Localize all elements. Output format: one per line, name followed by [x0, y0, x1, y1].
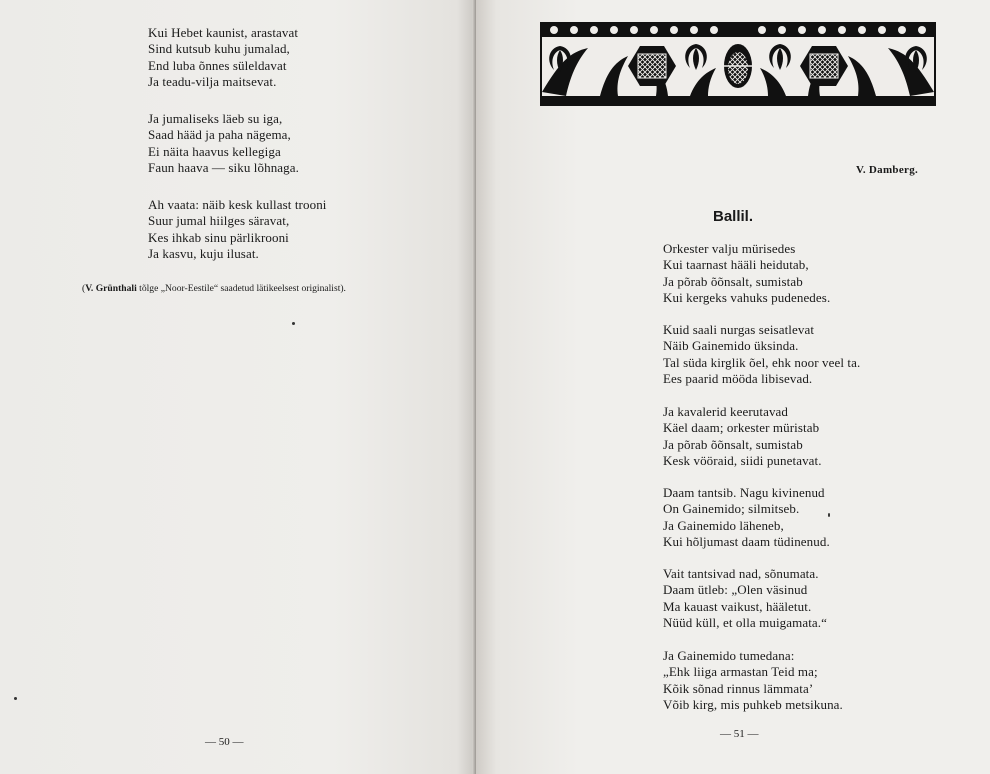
poem-line: Ees paarid mööda libisevad.	[663, 371, 813, 387]
poem-line: „Ehk liiga armastan Teid ma;	[663, 664, 818, 680]
poem-line: Ja jumaliseks läeb su iga,	[148, 111, 283, 126]
translator-name: V. Grünthali	[85, 283, 137, 294]
poem-line: Ja kasvu, kuju ilusat.	[148, 246, 259, 262]
translation-credit	[82, 283, 346, 294]
poem-line: Kes ihkab sinu pärlikrooni	[148, 229, 289, 245]
stanza	[663, 566, 827, 632]
stanza	[148, 25, 298, 91]
poem-author: V. Damberg.	[856, 164, 919, 176]
poem-line: Näib Gainemido üksinda.	[663, 338, 799, 354]
poem-line: Ja Gainemido tumedana:	[663, 648, 795, 663]
poem-line: Käel daam; orkester müristab	[663, 420, 820, 436]
poem-line: Ja põrab õõnsalt, sumistab	[663, 273, 803, 289]
poem-line: Ei näita haavus kellegiga	[148, 143, 281, 159]
poem-line: Ja kavalerid keerutavad	[663, 404, 789, 419]
poem-line: Saad hääd ja paha nägema,	[148, 127, 291, 143]
poem-line: Tal süda kirglik õel, ehk noor veel ta.	[663, 354, 861, 370]
stanza	[663, 404, 822, 470]
stanza	[663, 648, 843, 714]
poem-line: Vait tantsivad nad, sõnumata.	[663, 566, 819, 581]
poem-line: Ja põrab õõnsalt, sumistab	[663, 436, 803, 452]
ink-speck	[828, 513, 830, 517]
poem-line: On Gainemido; silmitseb.	[663, 501, 800, 517]
credit-text: tõlge „Noor-Eestile“ saadetud lätikeelsest originalist).	[139, 283, 346, 294]
poem-line: Kui hõljumast daam tüdinenud.	[663, 534, 830, 550]
poem-line: Suur jumal hiilges säravat,	[148, 213, 290, 229]
poem-line: Ja Gainemido läheneb,	[663, 517, 784, 533]
ink-speck	[292, 322, 295, 325]
credit-paren: (	[82, 283, 86, 294]
stanza	[148, 197, 327, 263]
poem-line: Daam tantsib. Nagu kivinenud	[663, 485, 825, 500]
poem-title: Ballil.	[713, 208, 754, 225]
poem-line: Ah vaata: näib kesk kullast trooni	[148, 197, 327, 212]
ink-speck	[14, 697, 17, 700]
stanza	[148, 111, 299, 177]
page-number: — 50 —	[205, 736, 244, 748]
stanza	[663, 241, 830, 307]
poem-line: Ja teadu-vilja maitsevat.	[148, 74, 277, 90]
poem-line: Sind kutsub kuhu jumalad,	[148, 41, 290, 57]
left-page	[0, 0, 476, 774]
poem-line: Faun haava — siku lõhnaga.	[148, 160, 299, 176]
poem-line: Kui kergeks vahuks pudenedes.	[663, 290, 831, 306]
poem-line: Võib kirg, mis puhkeb metsikuna.	[663, 697, 843, 713]
poem-line: Kui Hebet kaunist, arastavat	[148, 25, 299, 40]
poem-line: Kesk vööraid, siidi punetavat.	[663, 453, 822, 469]
poem-line: Kuid saali nurgas seisatlevat	[663, 322, 815, 337]
poem-line: End luba õnnes süleldavat	[148, 57, 287, 73]
poem-line: Nüüd küll, et olla muigamata.“	[663, 615, 828, 631]
page-number: — 51 —	[720, 728, 759, 740]
poem-line: Kõik sõnad rinnus lämmata’	[663, 680, 814, 696]
folk-ornament-icon	[540, 22, 936, 106]
stanza	[663, 322, 860, 388]
right-page	[476, 0, 990, 774]
poem-line: Kui taarnast hääli heidutab,	[663, 257, 809, 273]
stanza	[663, 485, 830, 551]
poem-line: Ma kauast vaikust, hääletut.	[663, 598, 812, 614]
poem-line: Daam ütleb: „Olen väsinud	[663, 582, 808, 598]
poem-line: Orkester valju mürisedes	[663, 241, 796, 256]
